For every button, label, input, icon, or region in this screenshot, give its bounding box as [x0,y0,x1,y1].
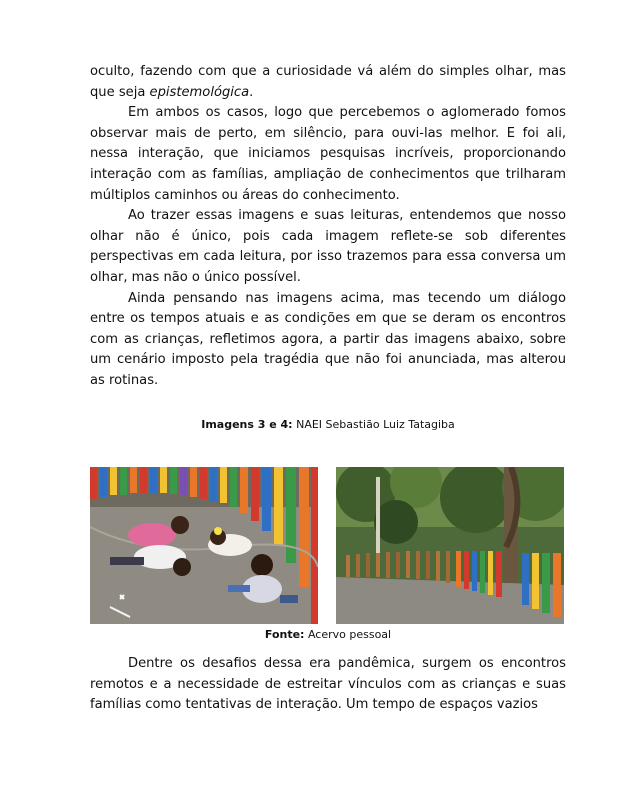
paragraph-1: Em ambos os casos, logo que percebemos o aglomerado fomos observar mais de perto, em silêncio, para ouvi-las melhor. E foi ali, nessa interação, que iniciamos pesquisas incríveis, proporcionando interação com as famílias, ampliação de conhecimentos que trilharam múltiplos caminhos ou áreas do conhecimento. [90,105,566,203]
body-text-top [90,62,566,392]
figure-source [90,628,566,642]
caption-text: NAEI Sebastião Luiz Tatagiba [292,418,455,431]
paragraph-4: Dentre os desafios dessa era pandêmica, surgem os encontros remotos e a necessidade de estreitar vínculos com as crianças e suas famílias como tentativas de interação. Um tempo de espaços vazios [90,656,566,713]
figure-caption [90,418,566,432]
paragraph-text: . [249,84,254,100]
photo-children-drawing [90,467,318,624]
paragraph-2: Ao trazer essas imagens e suas leituras, entendemos que nosso olhar não é único, pois cada imagem reflete-se sob diferentes perspectivas em cada leitura, por isso trazemos para essa conversa um olhar, mas não o único possível. [90,208,566,285]
photo-garden-fence [336,467,564,624]
paragraph-3: Ainda pensando nas imagens acima, mas tecendo um diálogo entre os tempos atuais e as condições em que se deram os encontros com as crianças, refletimos agora, a partir das imagens abaixo, sobre um cenário imposto pela tragédia que não foi anunciada, mas alterou as rotinas. [90,290,566,388]
caption-label: Imagens 3 e 4: [201,418,293,431]
source-label: Fonte: [264,628,305,641]
emphasis-epistemologica: epistemológica [149,84,250,100]
body-text-bottom [90,654,566,716]
paragraph-text: oculto, fazendo com que a curiosidade vá além do simples olhar, mas que seja [90,64,566,100]
paragraph-continuation [90,62,566,103]
source-text: Acervo pessoal [304,628,392,641]
